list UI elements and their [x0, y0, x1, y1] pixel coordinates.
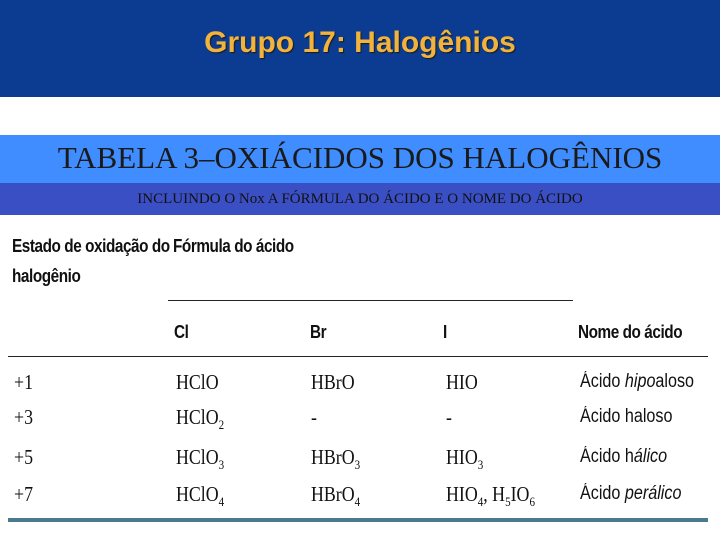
- row-i-formula: -: [446, 405, 452, 429]
- column-acid-name: Nome do ácido: [578, 322, 683, 342]
- row-nox: +5: [14, 445, 33, 469]
- column-i: I: [443, 322, 447, 342]
- header-oxidation-state-cont: halogênio: [12, 266, 81, 286]
- column-cl: Cl: [174, 322, 189, 342]
- row-br-formula: HBrO: [311, 370, 355, 394]
- table-title: TABELA 3–OXIÁCIDOS DOS HALOGÊNIOS: [57, 140, 663, 175]
- row-nox: +3: [14, 405, 33, 429]
- row-br-formula: -: [311, 405, 317, 429]
- row-br-formula: HBrO$_4$: [311, 482, 361, 510]
- row-nox: +1: [14, 370, 33, 394]
- table-header-rule: [8, 356, 708, 357]
- row-nox: +7: [14, 482, 33, 506]
- formula-header-rule: [168, 300, 573, 301]
- row-acid-name: Ácido haloso: [580, 406, 673, 427]
- row-cl-formula: HClO$_4$: [176, 482, 225, 510]
- row-cl-formula: HClO$_2$: [176, 405, 225, 433]
- row-cl-formula: HClO$_3$: [176, 445, 225, 473]
- column-br: Br: [310, 322, 327, 342]
- row-i-formula: $HIO_3$: [446, 445, 484, 473]
- row-acid-name: Ácido hálico: [580, 446, 668, 467]
- row-br-formula: HBrO$_3$: [311, 445, 361, 473]
- header-oxidation-state: Estado de oxidação do: [12, 236, 170, 256]
- row-acid-name: Ácido hipoaloso: [580, 371, 695, 392]
- row-acid-name: Ácido perálico: [580, 483, 682, 504]
- table-subtitle: INCLUINDO O Nox A FÓRMULA DO ÁCIDO E O NOME DO ÁCIDO: [137, 191, 583, 207]
- slide-title: Grupo 17: Halogênios: [204, 26, 516, 59]
- row-i-formula: $HIO_4$, $H_5IO_6$: [446, 482, 535, 510]
- header-acid-formula: Fórmula do ácido: [173, 236, 294, 256]
- row-i-formula: HIO: [446, 370, 478, 394]
- table-bottom-rule: [8, 518, 708, 522]
- row-cl-formula: HClO: [176, 370, 219, 394]
